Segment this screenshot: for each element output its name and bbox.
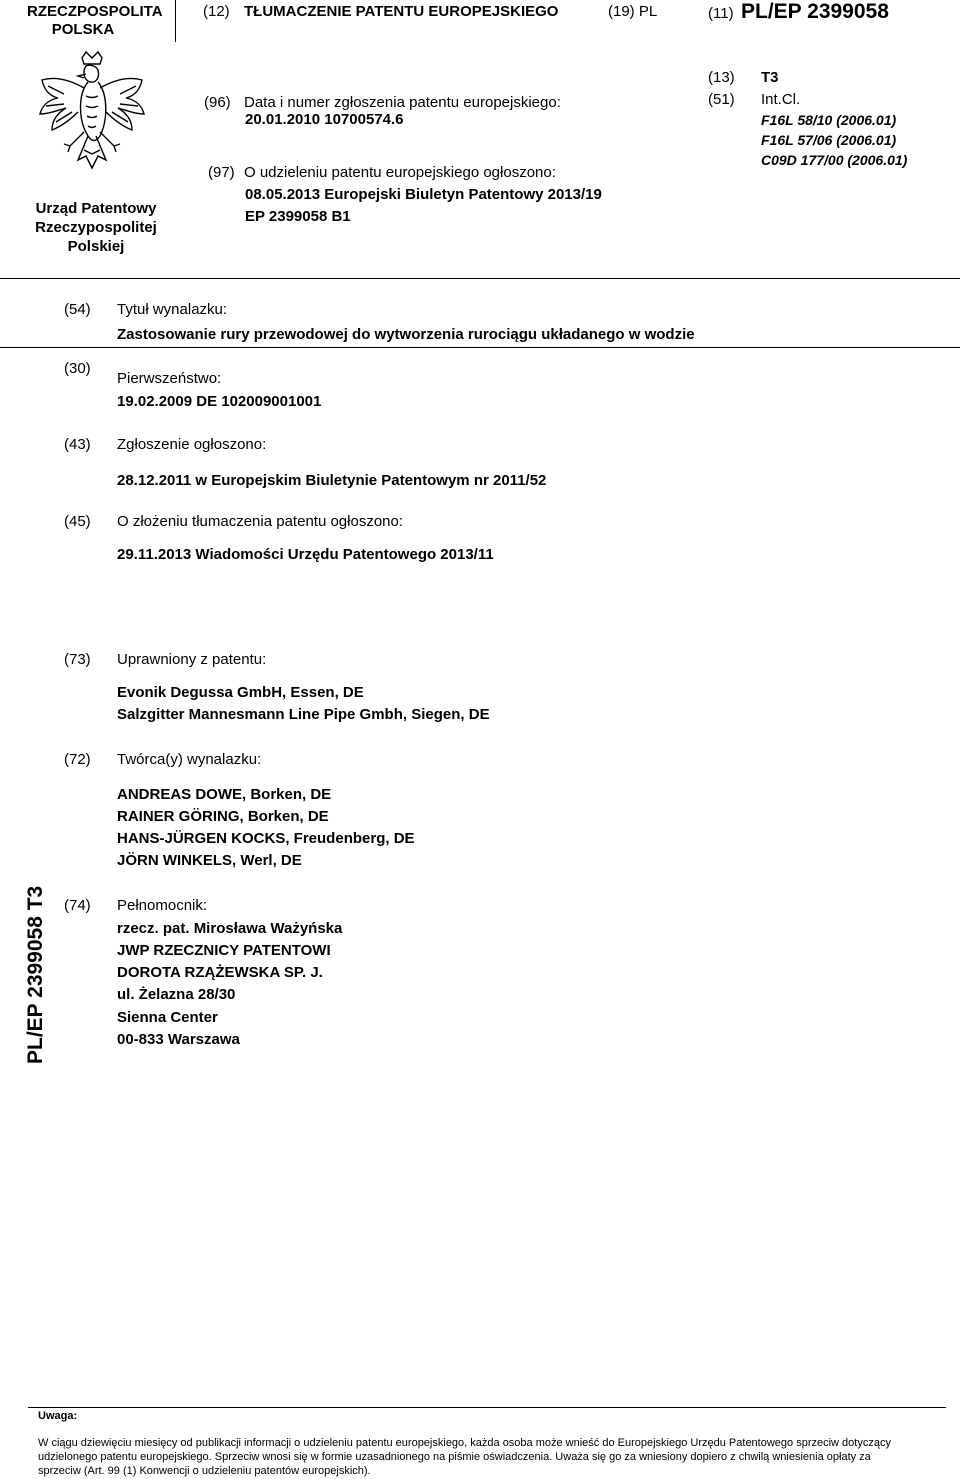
section-divider-title bbox=[0, 347, 960, 348]
grant-publication: EP 2399058 B1 bbox=[245, 208, 351, 225]
application-published-value: 28.12.2011 w Europejskim Biuletynie Patentowym nr 2011/52 bbox=[117, 472, 547, 489]
priority-value: 19.02.2009 DE 102009001001 bbox=[117, 393, 322, 410]
representative-label: Pełnomocnik: bbox=[117, 897, 208, 914]
application-published-label: Zgłoszenie ogłoszono: bbox=[117, 436, 267, 453]
footer-line-2: udzielonego patentu europejskiego. Sprzeciw wnosi się w formie uzasadnionego na piśmie oświadczenia. Uważa się go za wniesiony dopiero z chwilą wniesienia opłaty za bbox=[38, 1451, 871, 1463]
title-label: Tytuł wynalazku: bbox=[117, 301, 228, 318]
code-45: (45) bbox=[64, 513, 91, 530]
inventor-2: RAINER GÖRING, Borken, DE bbox=[117, 808, 329, 825]
country-line-2: POLSKA bbox=[51, 21, 115, 38]
translation-label: O złożeniu tłumaczenia patentu ogłoszono: bbox=[117, 513, 404, 530]
side-patent-label: PL/EP 2399058 T3 bbox=[24, 885, 47, 1064]
inventor-4: JÖRN WINKELS, Werl, DE bbox=[117, 852, 302, 869]
code-11: (11) bbox=[708, 5, 734, 22]
country-line-1: RZECZPOSPOLITA bbox=[27, 3, 163, 20]
code-19: (19) PL bbox=[608, 3, 658, 20]
code-13: (13) bbox=[708, 69, 735, 86]
filing-label: Data i numer zgłoszenia patentu europejskiego: bbox=[244, 94, 561, 111]
translation-value: 29.11.2013 Wiadomości Urzędu Patentowego 2013/11 bbox=[117, 546, 494, 563]
intcl-label: Int.Cl. bbox=[761, 91, 801, 108]
footer-label: Uwaga: bbox=[38, 1410, 78, 1422]
inventor-3: HANS-JÜRGEN KOCKS, Freudenberg, DE bbox=[117, 830, 415, 847]
proprietor-2: Salzgitter Mannesmann Line Pipe Gmbh, Siegen, DE bbox=[117, 706, 490, 723]
polish-eagle-emblem bbox=[34, 50, 150, 180]
code-96: (96) bbox=[204, 94, 231, 111]
intcl-class-3: C09D 177/00 (2006.01) bbox=[761, 152, 908, 168]
section-divider-top bbox=[0, 278, 960, 279]
footer-line-3: sprzeciw (Art. 99 (1) Konwencji o udzieleniu patentów europejskich). bbox=[38, 1465, 371, 1477]
code-30: (30) bbox=[64, 360, 91, 377]
code-43: (43) bbox=[64, 436, 91, 453]
representative-5: Sienna Center bbox=[117, 1009, 218, 1026]
footer-line-1: W ciągu dziewięciu miesięcy od publikacji informacji o udzieleniu patentu europejskiego, każda osoba może wnieść do Europejskiego Urzędu Patentowego sprzeciw dotyczący bbox=[38, 1437, 891, 1449]
document-type: TŁUMACZENIE PATENTU EUROPEJSKIEGO bbox=[244, 3, 559, 20]
priority-label: Pierwszeństwo: bbox=[117, 370, 222, 387]
representative-1: rzecz. pat. Mirosława Ważyńska bbox=[117, 920, 343, 937]
representative-3: DOROTA RZĄŻEWSKA SP. J. bbox=[117, 964, 323, 981]
footer-divider bbox=[28, 1407, 946, 1408]
proprietor-label: Uprawniony z patentu: bbox=[117, 651, 267, 668]
code-97: (97) bbox=[208, 164, 235, 181]
office-name bbox=[20, 199, 172, 256]
office-name-line-2: Rzeczypospolitej bbox=[35, 219, 157, 236]
representative-4: ul. Żelazna 28/30 bbox=[117, 986, 236, 1003]
country-name bbox=[27, 3, 163, 39]
inventors-label: Twórca(y) wynalazku: bbox=[117, 751, 262, 768]
patent-number: PL/EP 2399058 bbox=[741, 0, 889, 23]
footer-note bbox=[38, 1436, 943, 1478]
filing-value: 20.01.2010 10700574.6 bbox=[245, 111, 404, 128]
code-74: (74) bbox=[64, 897, 91, 914]
code-51: (51) bbox=[708, 91, 735, 108]
intcl-class-1: F16L 58/10 (2006.01) bbox=[761, 112, 897, 128]
code-54: (54) bbox=[64, 301, 91, 318]
representative-2: JWP RZECZNICY PATENTOWI bbox=[117, 942, 331, 959]
invention-title: Zastosowanie rury przewodowej do wytworzenia rurociągu układanego w wodzie bbox=[117, 326, 695, 343]
office-name-line-3: Polskiej bbox=[67, 238, 125, 255]
grant-value: 08.05.2013 Europejski Biuletyn Patentowy 2013/19 bbox=[245, 186, 602, 203]
code-12: (12) bbox=[203, 3, 230, 20]
representative-6: 00-833 Warszawa bbox=[117, 1031, 240, 1048]
header-divider bbox=[175, 0, 176, 42]
grant-label: O udzieleniu patentu europejskiego ogłoszono: bbox=[244, 164, 556, 181]
intcl-class-2: F16L 57/06 (2006.01) bbox=[761, 132, 897, 148]
proprietor-1: Evonik Degussa GmbH, Essen, DE bbox=[117, 684, 364, 701]
inventor-1: ANDREAS DOWE, Borken, DE bbox=[117, 786, 332, 803]
code-73: (73) bbox=[64, 651, 91, 668]
office-name-line-1: Urząd Patentowy bbox=[35, 200, 157, 217]
document-kind: T3 bbox=[761, 69, 779, 86]
code-72: (72) bbox=[64, 751, 91, 768]
